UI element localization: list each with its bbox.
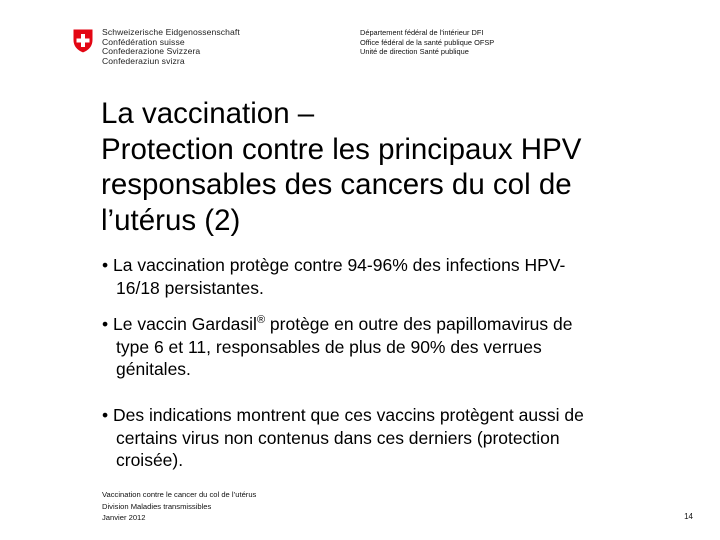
bullet-line: génitales. bbox=[116, 359, 191, 379]
bullet-line: croisée). bbox=[116, 450, 184, 470]
bullet-line: • La vaccination protège contre 94-96% des infections HPV- bbox=[102, 255, 566, 275]
swiss-cross-shield-icon bbox=[72, 28, 94, 54]
bullet-line: • Des indications montrent que ces vaccins protègent aussi de bbox=[102, 405, 584, 425]
bullet-item-efficacy bbox=[102, 254, 565, 299]
bullet-text-pre: • Le vaccin Gardasil bbox=[102, 314, 257, 334]
department-line: Département fédéral de l'intérieur DFI bbox=[360, 28, 484, 37]
bullet-line bbox=[102, 313, 572, 336]
footer-division: Division Maladies transmissibles bbox=[102, 501, 212, 511]
bullet-item-cross-protection bbox=[102, 404, 584, 472]
confederation-line-fr: Confédération suisse bbox=[102, 36, 185, 47]
title-line-4: l’utérus (2) bbox=[101, 203, 241, 237]
title-line-2: Protection contre les principaux HPV bbox=[101, 132, 582, 166]
bullet-line: certains virus non contenus dans ces derniers (protection bbox=[116, 427, 560, 448]
bullet-line: 16/18 persistantes. bbox=[116, 277, 264, 298]
slide-title bbox=[101, 96, 701, 238]
footer-date: Janvier 2012 bbox=[102, 513, 146, 522]
bullet-line: type 6 et 11, responsables de plus de 90% des verrues bbox=[116, 336, 542, 357]
office-line: Office fédéral de la santé publique OFSP bbox=[360, 37, 495, 47]
registered-mark: ® bbox=[256, 314, 266, 326]
confederation-names bbox=[102, 28, 240, 66]
unit-line: Unité de direction Santé publique bbox=[360, 47, 469, 57]
page-number: 14 bbox=[684, 512, 693, 521]
confederation-line-it: Confederazione Svizzera bbox=[102, 46, 201, 57]
confederation-line-rm: Confederaziun svizra bbox=[102, 55, 185, 66]
footer-topic: Vaccination contre le cancer du col de l’utérus bbox=[102, 490, 257, 499]
confederation-line-de: Schweizerische Eidgenossenschaft bbox=[102, 27, 240, 37]
slide-footer bbox=[102, 489, 256, 524]
title-line-1: La vaccination – bbox=[101, 97, 315, 130]
title-line-3: responsables des cancers du col de bbox=[101, 168, 572, 201]
bullet-text-post: protège en outre des papillomavirus de bbox=[265, 314, 573, 334]
department-info bbox=[360, 28, 494, 57]
bullet-item-gardasil bbox=[102, 313, 572, 381]
